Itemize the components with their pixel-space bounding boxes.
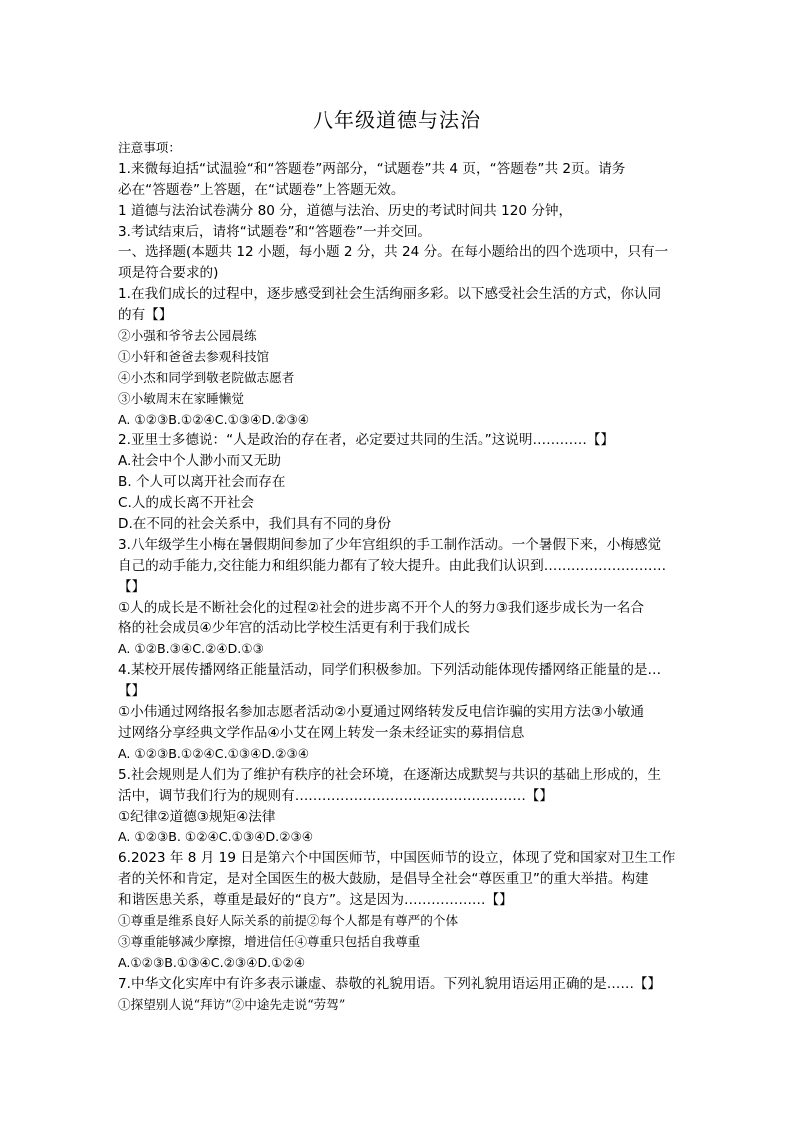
text-line: 3.考试结束后，请将“试题卷”和“答题卷”一并交回。 (118, 223, 432, 240)
text-line: ①小伟通过网络报名参加志愿者活动②小夏通过网络转发反电信诈骗的实用方法③小敏通 (118, 704, 644, 721)
text-line: ①尊重是维系良好人际关系的前提②每个人都是有尊严的个体 (118, 912, 459, 928)
text-line: A.社会中个人渺小而又无助 (118, 453, 281, 470)
text-line: C.人的成长离不开社会 (118, 495, 255, 512)
text-line: 过网络分享经典文学作品④小艾在网上转发一条未经证实的募捐信息 (118, 724, 525, 741)
text-line: ③尊重能够减少摩擦，增进信任④尊重只包括自我尊重 (118, 933, 421, 949)
text-line: ④小杰和同学到敬老院做志愿者 (118, 369, 295, 385)
text-line: 1 道德与法治试卷满分 80 分，道德与法治、历史的考试时间共 120 分钟， (118, 202, 573, 219)
text-line: 1.在我们成长的过程中，逐步感受到社会生活绚丽多彩。以下感受社会生活的方式，你认同 (118, 286, 662, 303)
text-line: 6.2023 年 8 月 19 日是第六个中国医师节，中国医师节的设立，体现了党和国家对卫生工作 (118, 850, 676, 867)
text-line: A. ①②③B. ①②④C.①③④D.②③④ (118, 829, 314, 845)
text-line: 【】 (118, 683, 146, 700)
text-line: A.①②③B.①③④C.②③④D.①②④ (118, 954, 306, 970)
text-line: B. 个人可以离开社会而存在 (118, 474, 286, 491)
text-line: 者的关怀和肯定，是对全国医生的极大鼓励，是倡导全社会“尊医重卫”的重大举措。构建 (118, 871, 649, 888)
text-line: A. ①②③B.①②④C.①③④D.②③④ (118, 745, 310, 761)
text-line: 2.亚里士多德说：“人是政治的存在者，必定要过共同的生活。”这说明…………【】 (118, 432, 615, 449)
text-line: 3.八年级学生小梅在暑假期间参加了少年宫组织的手工制作活动。一个暑假下来，小梅感觉 (118, 536, 662, 553)
exam-title: 八年级道德与法治 (313, 108, 481, 132)
text-line: 活中，调节我们行为的规则有……………………………………………【】 (118, 787, 553, 804)
exam-body (118, 138, 680, 1015)
text-line: ①纪律②道德③规矩④法律 (118, 808, 276, 825)
text-line: 一、选择题(本题共 12 小题，每小题 2 分，共 24 分。在每小题给出的四个选项中，只有一 (118, 244, 669, 261)
text-line: 自己的动手能力,交往能力和组织能力都有了较大提升。由此我们认识到……………………… (118, 557, 667, 574)
text-line: ③小敏周末在家睡懒觉 (118, 390, 244, 406)
text-line: 1.来微每迫括“试温验“和“答题卷”两部分，“试题卷”共 4 页，“答题卷”共 2页。请务 (118, 160, 626, 177)
text-line: 5.社会规则是人们为了维护有秩序的社会环境，在逐渐达成默契与共识的基础上形成的，生 (118, 766, 662, 783)
text-line: 的有【】 (118, 307, 173, 324)
text-line: A. ①②③B.①②④C.①③④D.②③④ (118, 411, 310, 427)
text-line: 格的社会成员④少年宫的活动比学校生活更有利于我们成长 (118, 620, 471, 637)
text-line: 【】 (118, 578, 146, 595)
text-line: 7.中华文化实库中有许多表示谦虚、恭敬的礼貌用语。下列礼貌用语运用正确的是……【】 (118, 975, 662, 992)
text-line: 注意事项： (118, 140, 181, 155)
text-line: 和谐医患关系，尊重是最好的“良方”。这是因为………………【】 (118, 892, 513, 909)
text-line: 必在“答题卷”上答题，在“试题卷”上答题无效。 (118, 181, 405, 198)
text-line: D.在不同的社会关系中，我们具有不同的身份 (118, 516, 392, 533)
text-line: ①人的成长是不断社会化的过程②社会的进步离不开个人的努力③我们逐步成长为一名合 (118, 599, 644, 616)
text-line: 项是符合要求的) (118, 265, 219, 282)
text-line: ②小强和爷爷去公园晨练 (118, 328, 257, 344)
text-line: 4.某校开展传播网络正能量活动，同学们积极参加。下列活动能体现传播网络正能量的是… (118, 662, 662, 679)
text-line: A. ①②B.③④C.②④D.①③ (118, 641, 264, 657)
text-line: ①探望别人说“拜访”②中途先走说“劳驾” (118, 996, 346, 1012)
text-line: ①小轩和爸爸去参观科技馆 (118, 348, 270, 364)
